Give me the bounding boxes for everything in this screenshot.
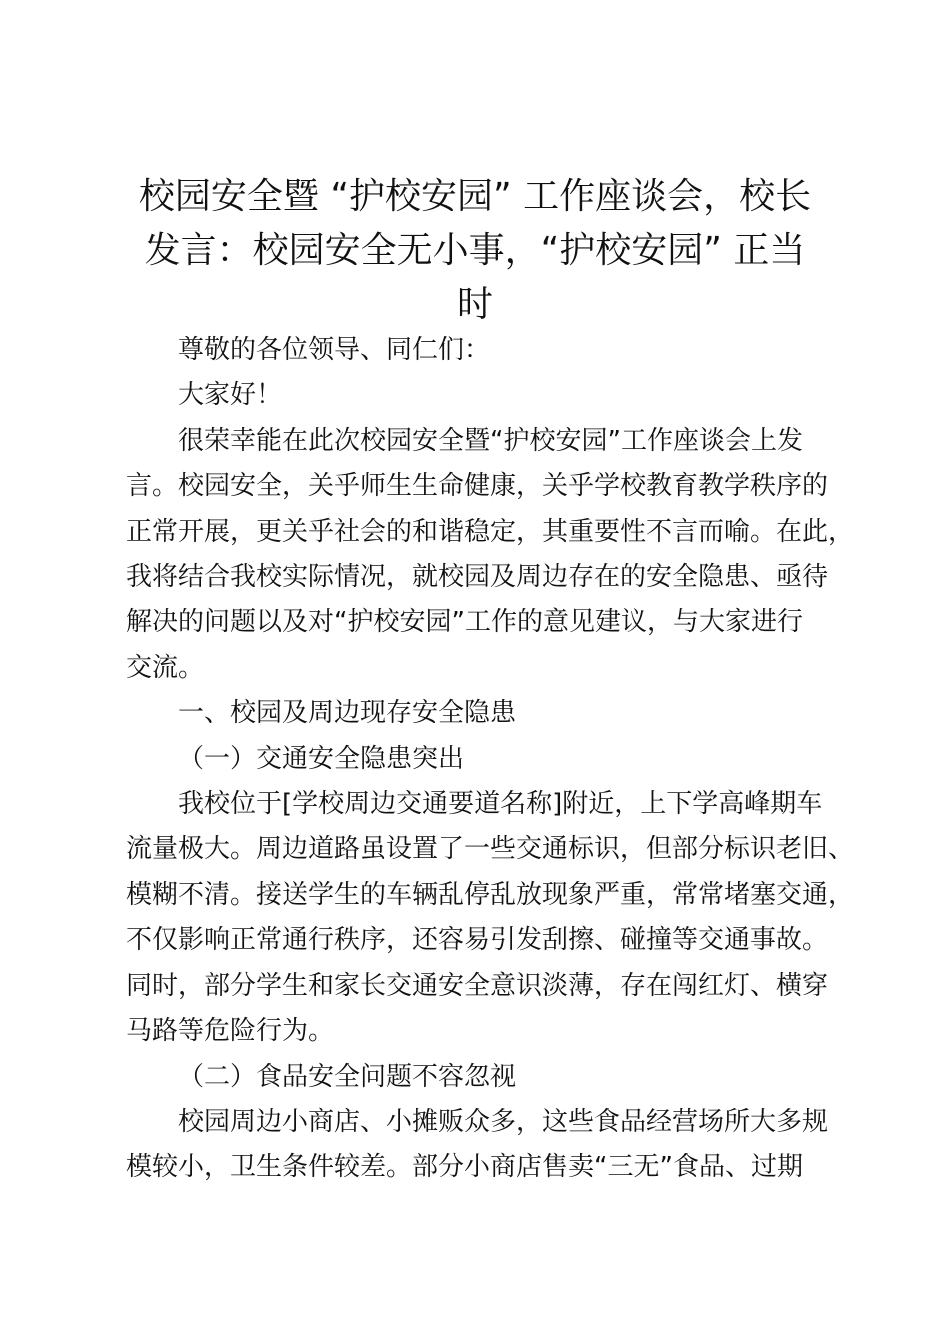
section-heading	[126, 691, 836, 736]
document-body	[126, 328, 855, 1191]
text-line: 模糊不清。接送学生的车辆乱停乱放现象严重，常常堵塞交通，	[126, 879, 855, 910]
text-line: 同时，部分学生和家长交通安全意识淡薄，存在闯红灯、横穿	[126, 970, 829, 1001]
title-line: 校园安全暨 “护校安园” 工作座谈会，校长	[138, 176, 812, 217]
text-line: 正常开展，更关乎社会的和谐稳定，其重要性不言而喻。在此，	[126, 516, 855, 547]
text-line: 校园周边小商店、小摊贩众多，这些食品经营场所大多规	[178, 1106, 829, 1137]
text-line: 一、校园及周边现存安全隐患	[178, 698, 517, 729]
document-title	[120, 170, 830, 332]
text-line: 解决的问题以及对“护校安园”工作的意见建议，与大家进行	[126, 607, 803, 638]
title-line: 时	[456, 284, 493, 325]
intro-paragraph	[126, 419, 855, 691]
text-line: 我将结合我校实际情况，就校园及周边存在的安全隐患、亟待	[126, 562, 829, 593]
subsection-heading	[126, 737, 836, 782]
food-safety-paragraph	[126, 1100, 836, 1191]
title-line: 发言：校园安全无小事，“护校安园” 正当	[144, 230, 806, 271]
text-line: 不仅影响正常通行秩序，还容易引发刮擦、碰撞等交通事故。	[126, 925, 829, 956]
text-line: 言。校园安全，关乎师生生命健康，关乎学校教育教学秩序的	[126, 471, 829, 502]
text-line: 我校位于[学校周边交通要道名称]附近，上下学高峰期车	[178, 789, 823, 820]
text-line: 尊敬的各位领导、同仁们：	[178, 335, 491, 365]
text-line: 模较小，卫生条件较差。部分小商店售卖“三无”食品、过期	[126, 1152, 803, 1183]
text-line: 马路等危险行为。	[126, 1016, 335, 1047]
text-line: 很荣幸能在此次校园安全暨“护校安园”工作座谈会上发	[178, 425, 803, 456]
traffic-paragraph	[126, 782, 855, 1054]
text-line: 大家好！	[178, 380, 283, 411]
text-line: 交流。	[126, 652, 205, 683]
subsection-heading	[126, 1055, 836, 1100]
text-line: 流量极大。周边道路虽设置了一些交通标识，但部分标识老旧、	[126, 834, 855, 865]
text-line: （一）交通安全隐患突出	[178, 743, 465, 774]
salutation-paragraph	[126, 328, 836, 373]
greeting-paragraph	[126, 373, 836, 418]
text-line: （二）食品安全问题不容忽视	[178, 1061, 517, 1092]
